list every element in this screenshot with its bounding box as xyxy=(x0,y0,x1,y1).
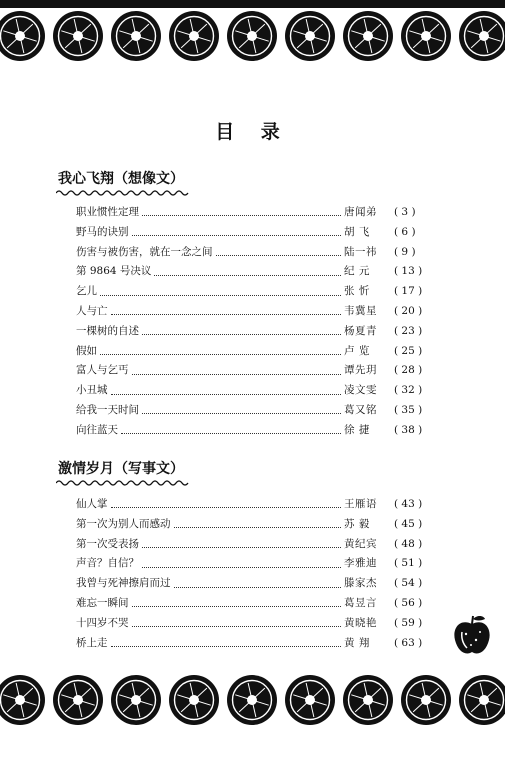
entry-title: 我曾与死神擦肩而过 xyxy=(76,577,171,590)
section-heading-2 xyxy=(58,458,184,478)
entry-author: 凌文雯 xyxy=(344,384,377,397)
entry-title: 一棵树的自述 xyxy=(76,324,139,337)
dot-leader xyxy=(111,646,342,647)
entry-page: ( 6 ) xyxy=(394,225,416,238)
toc-entry xyxy=(76,402,446,422)
toc-entry xyxy=(76,615,446,635)
entry-author: 谭先玥 xyxy=(344,364,377,377)
dot-leader xyxy=(174,587,342,588)
dot-leader xyxy=(142,567,341,568)
toc-entry xyxy=(76,575,446,595)
toc-entry xyxy=(76,555,446,575)
toc-entry xyxy=(76,283,446,303)
entry-page: ( 20 ) xyxy=(394,304,423,317)
toc-entry xyxy=(76,536,446,556)
toc-entry xyxy=(76,204,446,224)
fruit-slices-border-bottom xyxy=(0,668,505,728)
entry-author: 黄晓艳 xyxy=(344,616,377,629)
dot-leader xyxy=(142,547,341,548)
entry-author: 陆一祎 xyxy=(344,245,377,258)
dot-leader xyxy=(111,507,342,508)
toc-list-2 xyxy=(76,496,446,654)
entry-page: ( 59 ) xyxy=(394,616,423,629)
dot-leader xyxy=(132,606,342,607)
entry-page: ( 3 ) xyxy=(394,206,416,218)
entry-author: 苏 毅 xyxy=(344,517,370,530)
entry-author: 葛又铭 xyxy=(344,403,377,416)
entry-author: 杨夏青 xyxy=(344,324,377,337)
section-heading-1 xyxy=(58,168,184,188)
toc-entry xyxy=(76,496,446,516)
entry-author: 纪 元 xyxy=(344,265,370,278)
entry-page: ( 23 ) xyxy=(394,324,423,337)
entry-page: ( 32 ) xyxy=(394,384,423,397)
entry-title: 第一次为别人而感动 xyxy=(76,517,171,530)
dot-leader xyxy=(111,314,342,315)
dot-leader xyxy=(142,215,341,216)
entry-title: 人与亡 xyxy=(76,304,108,317)
entry-title: 难忘一瞬间 xyxy=(76,596,129,609)
entry-page: ( 48 ) xyxy=(394,537,423,550)
entry-title: 伤害与被伤害，就在一念之间 xyxy=(76,245,213,258)
dot-leader xyxy=(216,255,342,256)
entry-title: 给我一天时间 xyxy=(76,403,139,416)
entry-page: ( 63 ) xyxy=(394,636,423,649)
toc-entry xyxy=(76,244,446,264)
page-title: 目 录 xyxy=(215,121,290,143)
entry-title: 仙人掌 xyxy=(76,498,108,510)
entry-author: 卢 览 xyxy=(344,344,370,357)
entry-title: 第一次受表扬 xyxy=(76,537,139,550)
dot-leader xyxy=(142,413,341,414)
entry-author: 张 忻 xyxy=(344,285,370,298)
toc-entry xyxy=(76,516,446,536)
entry-title: 声音？自信？ xyxy=(76,557,139,570)
dot-leader xyxy=(154,275,341,276)
entry-page: ( 45 ) xyxy=(394,517,423,530)
toc-entry xyxy=(76,343,446,363)
entry-author: 李雅迪 xyxy=(344,557,377,570)
entry-title: 职业惯性定理 xyxy=(76,206,139,218)
entry-page: ( 9 ) xyxy=(394,245,416,258)
dot-leader xyxy=(100,295,341,296)
toc-entry xyxy=(76,422,446,442)
bottom-decorative-band xyxy=(0,668,505,728)
entry-title: 小丑城 xyxy=(76,384,108,397)
apple-icon xyxy=(452,614,492,656)
dot-leader xyxy=(132,626,342,627)
entry-page: ( 43 ) xyxy=(394,498,423,510)
section-heading-2-genre: （写事文） xyxy=(114,461,184,477)
toc-list-1 xyxy=(76,204,446,442)
entry-title: 野马的诀别 xyxy=(76,225,129,238)
entry-page: ( 17 ) xyxy=(394,285,423,298)
entry-title: 桥上走 xyxy=(76,636,108,649)
entry-page: ( 38 ) xyxy=(394,423,423,436)
dot-leader xyxy=(132,374,342,375)
entry-title: 乞儿 xyxy=(76,285,97,298)
dot-leader xyxy=(121,433,341,434)
entry-author: 黄纪宾 xyxy=(344,537,377,550)
entry-title: 向往蓝天 xyxy=(76,423,118,436)
entry-author: 胡 飞 xyxy=(344,225,370,238)
toc-entry xyxy=(76,595,446,615)
entry-author: 徐 捷 xyxy=(344,423,370,436)
entry-page: ( 54 ) xyxy=(394,577,423,590)
entry-page: ( 25 ) xyxy=(394,344,423,357)
wavy-underline-1 xyxy=(56,189,190,197)
entry-author: 滕家杰 xyxy=(344,577,377,590)
dot-leader xyxy=(142,334,341,335)
entry-author: 黄 翔 xyxy=(344,636,370,649)
toc-entry xyxy=(76,303,446,323)
entry-author: 唐闻弟 xyxy=(344,206,377,218)
entry-page: ( 35 ) xyxy=(394,403,423,416)
toc-entry xyxy=(76,224,446,244)
toc-entry xyxy=(76,635,446,655)
entry-title: 十四岁不哭 xyxy=(76,616,129,629)
section-heading-2-name: 激情岁月 xyxy=(58,461,114,477)
entry-page: ( 51 ) xyxy=(394,557,423,570)
entry-page: ( 13 ) xyxy=(394,265,423,278)
top-decorative-band xyxy=(0,0,505,62)
entry-title: 富人与乞丐 xyxy=(76,364,129,377)
section-heading-1-genre: （想像文） xyxy=(114,171,184,187)
entry-author: 韦冀星 xyxy=(344,304,377,317)
dot-leader xyxy=(111,394,342,395)
entry-title: 假如 xyxy=(76,344,97,357)
toc-entry xyxy=(76,263,446,283)
toc-entry xyxy=(76,323,446,343)
wavy-underline-2 xyxy=(56,479,190,487)
toc-entry xyxy=(76,382,446,402)
entry-author: 王雁语 xyxy=(344,498,377,510)
entry-page: ( 56 ) xyxy=(394,596,423,609)
dot-leader xyxy=(132,235,342,236)
dot-leader xyxy=(174,527,342,528)
dot-leader xyxy=(100,354,341,355)
entry-page: ( 28 ) xyxy=(394,364,423,377)
toc-entry xyxy=(76,362,446,382)
entry-title: 第 9864 号决议 xyxy=(76,265,152,278)
fruit-slices-border xyxy=(0,0,505,62)
section-heading-1-name: 我心飞翔 xyxy=(58,171,114,187)
entry-author: 葛昱言 xyxy=(344,596,377,609)
